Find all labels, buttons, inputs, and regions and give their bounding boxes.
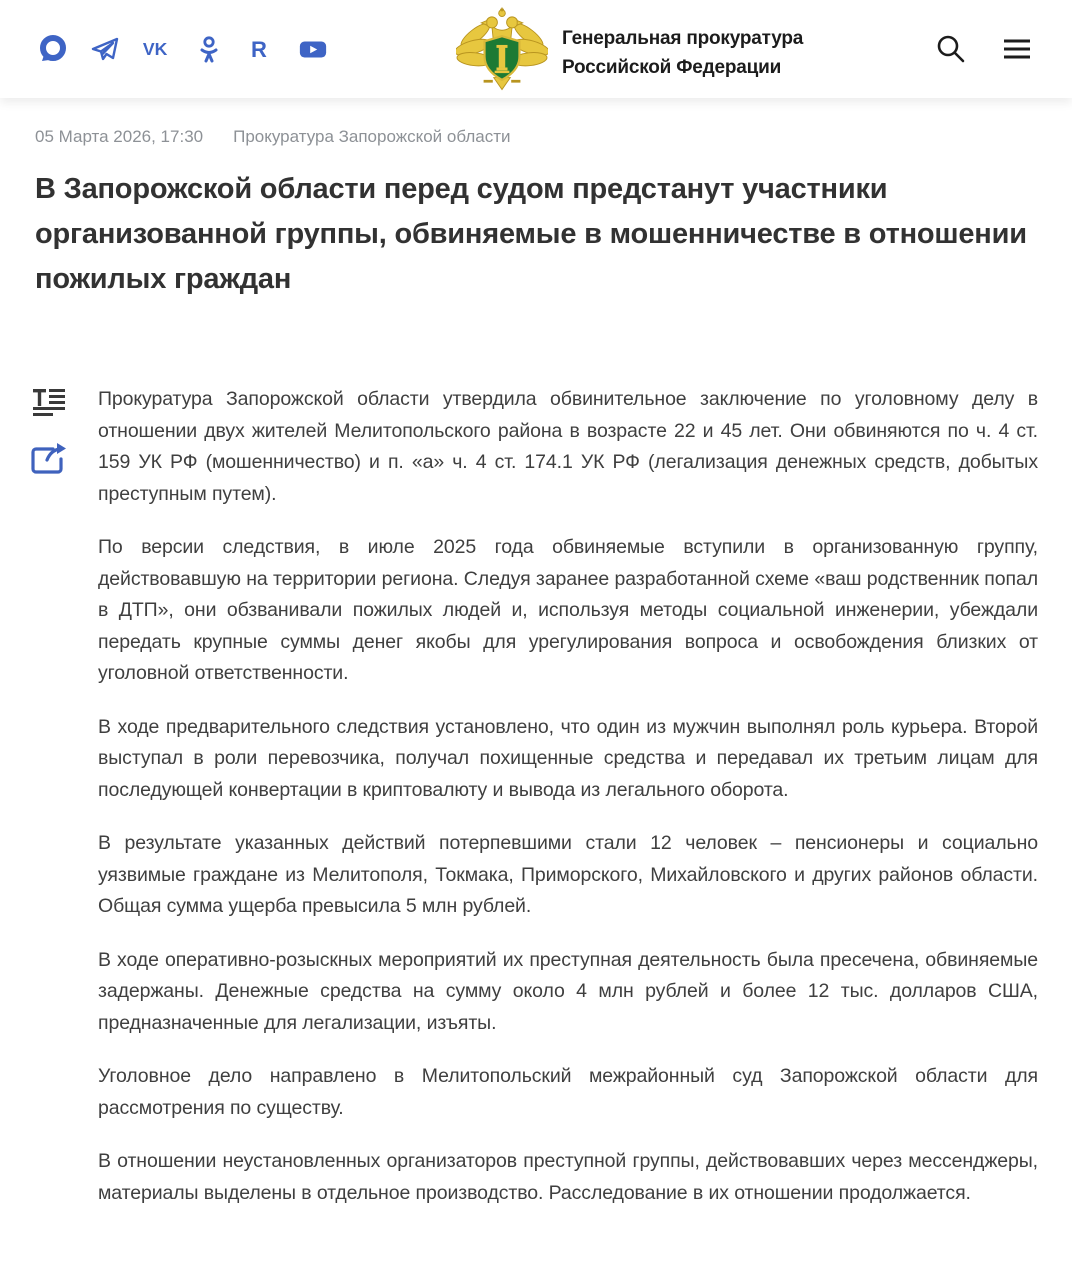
youtube-icon[interactable] (298, 34, 328, 64)
social-links (38, 34, 328, 64)
page-title: В Запорожской области перед судом предстанут участники организованной группы, обвиняемые в мошенничестве в отношении пожилых граждан (35, 173, 1027, 295)
messenger-chat-icon[interactable] (38, 34, 68, 64)
vk-icon[interactable] (142, 34, 172, 64)
article-page (0, 127, 1072, 1231)
rutube-icon[interactable] (246, 34, 276, 64)
paragraph: В результате указанных действий потерпевшими стали 12 человек – пенсионеры и социально уязвимые граждане из Мелитополя, Токмака, Приморского, Михайловского и других районов области. Общая сумма ущерба превысила 5 млн рублей. (98, 832, 1038, 917)
site-logo-brand[interactable] (456, 4, 803, 101)
article-tools (0, 384, 98, 1231)
paragraph: Уголовное дело направлено в Мелитопольский межрайонный суд Запорожской области для рассмотрения по существу. (98, 1065, 1038, 1119)
menu-hamburger-icon[interactable] (1002, 36, 1032, 62)
publish-date: 05 Марта 2026, 17:30 (35, 127, 204, 146)
font-size-icon[interactable] (30, 386, 68, 427)
search-icon[interactable] (934, 32, 968, 66)
telegram-icon[interactable] (90, 34, 120, 64)
site-header (0, 0, 1072, 98)
share-icon[interactable] (29, 441, 69, 484)
svg-text:VK: VK (142, 39, 168, 60)
article-body-wrap (0, 384, 1072, 1231)
paragraph: В отношении неустановленных организаторов преступной группы, действовавших через мессенджеры, материалы выделены в отдельное производство. Расследование в их отношении продолжается. (98, 1150, 1038, 1204)
article-meta (35, 127, 1072, 147)
prosecutor-emblem-logo (456, 4, 548, 101)
svg-text:R: R (251, 37, 267, 62)
paragraph: В ходе оперативно-розыскных мероприятий их преступная деятельность была пресечена, обвиняемые задержаны. Денежные средства на сумму около 4 млн рублей и более 12 тыс. долларов США, предназначенные для легализации, изъяты. (98, 948, 1038, 1034)
breadcrumb-source-link[interactable]: Прокуратура Запорожской области (233, 127, 511, 146)
paragraph: Прокуратура Запорожской области утвердила обвинительное заключение по уголовному делу в отношении двух жителей Мелитопольского района в возрасте 22 и 45 лет. Они обвиняются по ч. 4 ст. 159 УК РФ (мошенничество) и п. «а» ч. 4 ст. 174.1 УК РФ (легализация денежных средств, добытых преступным путем). (98, 388, 1038, 505)
article-content (98, 384, 1072, 1231)
odnoklassniki-icon[interactable] (194, 34, 224, 64)
header-actions (934, 0, 1032, 98)
site-title: Генеральная прокуратура Российской Федерации (562, 27, 804, 78)
paragraph: В ходе предварительного следствия установлено, что один из мужчин выполнял роль курьера. Второй выступал в роли перевозчика, получал похищенные средства и передавал их третьим лицам для последующей конвертации в криптовалюту и вывода из легального оборота. (98, 715, 1038, 801)
paragraph: По версии следствия, в июле 2025 года обвиняемые вступили в организованную группу, действовавшую на территории региона. Следуя заранее разработанной схеме «ваш родственник попал в ДТП», они обзванивали пожилых людей и, используя методы социальной инженерии, убеждали передать крупные суммы денег якобы для урегулирования вопроса и освобождения близких от уголовной ответственности. (98, 536, 1038, 684)
